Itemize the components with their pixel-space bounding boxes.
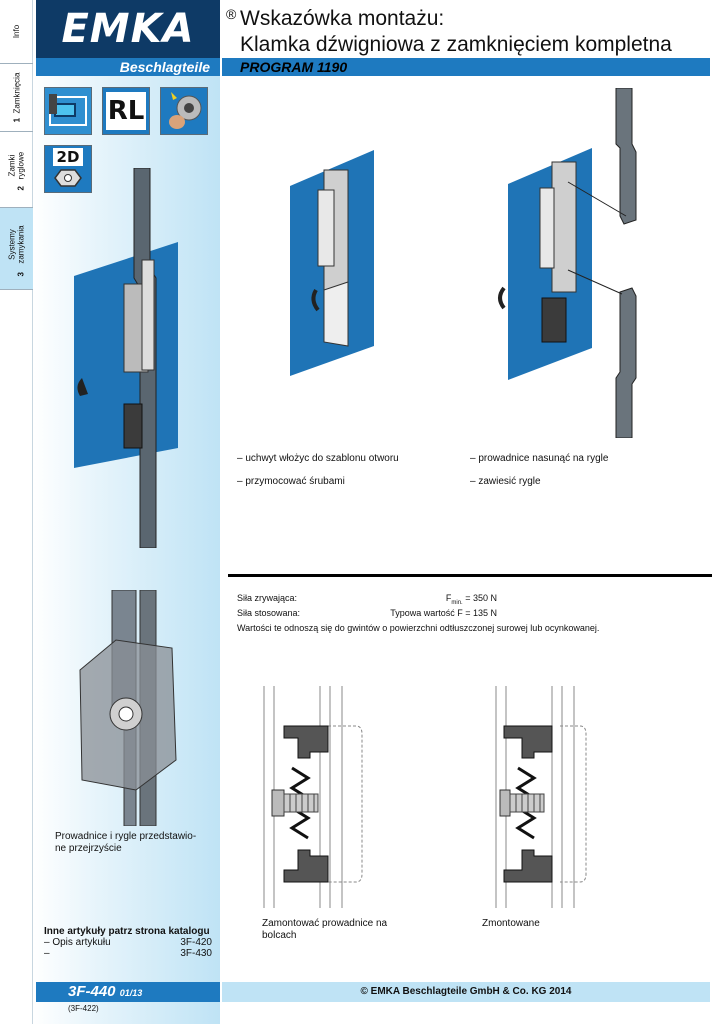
other-articles bbox=[44, 926, 212, 959]
tab-closures[interactable] bbox=[0, 64, 33, 132]
force-values bbox=[237, 593, 497, 618]
use-force-label: Siła stosowana: bbox=[237, 607, 301, 618]
section-divider bbox=[228, 574, 712, 577]
pull-force-value: $F_{min.} = 350$ N bbox=[445, 593, 497, 606]
catalog-link[interactable]: 3F-420 bbox=[180, 937, 212, 948]
tab-locking-systems[interactable] bbox=[0, 208, 33, 290]
caption-mount-right: Zmontowane bbox=[482, 918, 540, 929]
program-bar: PROGRAM 1190 bbox=[222, 58, 710, 76]
page-title-line1: Wskazówka montażu: bbox=[240, 7, 445, 30]
step4-text: – zawiesić rygle bbox=[470, 476, 541, 487]
side-tabs bbox=[0, 0, 33, 1024]
emka-logo: EMKA bbox=[36, 0, 220, 58]
page-title-line2: Klamka dźwigniowa z zamknięciem kompletna bbox=[240, 33, 672, 56]
list-item: – 3F-430 bbox=[44, 948, 212, 959]
step1-illustration bbox=[288, 150, 378, 380]
mounting-icon bbox=[44, 87, 92, 135]
caption-transparent: Prowadnice i rygle przedstawio-ne przejrzyście bbox=[55, 831, 197, 854]
tab-closures-label: 1 Zamknięcia bbox=[12, 72, 21, 123]
registered-mark: ® bbox=[226, 6, 237, 22]
force-note: Wartości te odnoszą się do gwintów o powierzchni odtłuszczonej surowej lub ocynkowanej. bbox=[237, 623, 600, 633]
tab-bolt-locks[interactable] bbox=[0, 132, 33, 208]
sidebar-assembly-illustration bbox=[60, 168, 190, 548]
tab-info-label: Info bbox=[12, 24, 21, 39]
page-number-bar bbox=[36, 982, 220, 1002]
transparent-view-illustration bbox=[76, 590, 196, 826]
list-item: – Opis artykułu 3F-420 bbox=[44, 937, 212, 948]
tab-bolt-locks-label: 2 Zamki ryglowe bbox=[7, 151, 26, 190]
section-drawing-right bbox=[490, 686, 600, 908]
old-reference: (3F-422) bbox=[68, 1004, 99, 1013]
caption-mount-left: Zamontować prowadnice na bolcach bbox=[262, 918, 388, 941]
section-drawing-left bbox=[258, 686, 368, 908]
catalog-link[interactable]: 3F-430 bbox=[180, 948, 212, 959]
step2-illustration bbox=[494, 88, 654, 438]
copyright-bar: © EMKA Beschlagteile GmbH & Co. KG 2014 bbox=[222, 982, 710, 1002]
brand-subtitle: Beschlagteile bbox=[36, 58, 220, 76]
knob-icon bbox=[160, 87, 208, 135]
2d-icon: 2D bbox=[44, 145, 92, 193]
pull-force-label: Siła zrywająca: bbox=[237, 593, 298, 603]
rl-icon: RL bbox=[102, 87, 150, 135]
page-number: 3F-440 bbox=[68, 983, 116, 1000]
step2-text: – przymocować śrubami bbox=[237, 476, 345, 487]
use-force-value: Typowa wartość F = 135 N bbox=[390, 607, 497, 618]
tab-info[interactable] bbox=[0, 0, 33, 64]
tab-locking-systems-label: 3 Systemy zamykania bbox=[7, 224, 26, 276]
step1-text: – uchwyt włożyc do szablonu otworu bbox=[237, 453, 399, 464]
step3-text: – prowadnice nasunąć na rygle bbox=[470, 453, 609, 464]
other-articles-heading: Inne artykuły patrz strona katalogu bbox=[44, 926, 210, 937]
edition: 01/13 bbox=[119, 988, 143, 998]
